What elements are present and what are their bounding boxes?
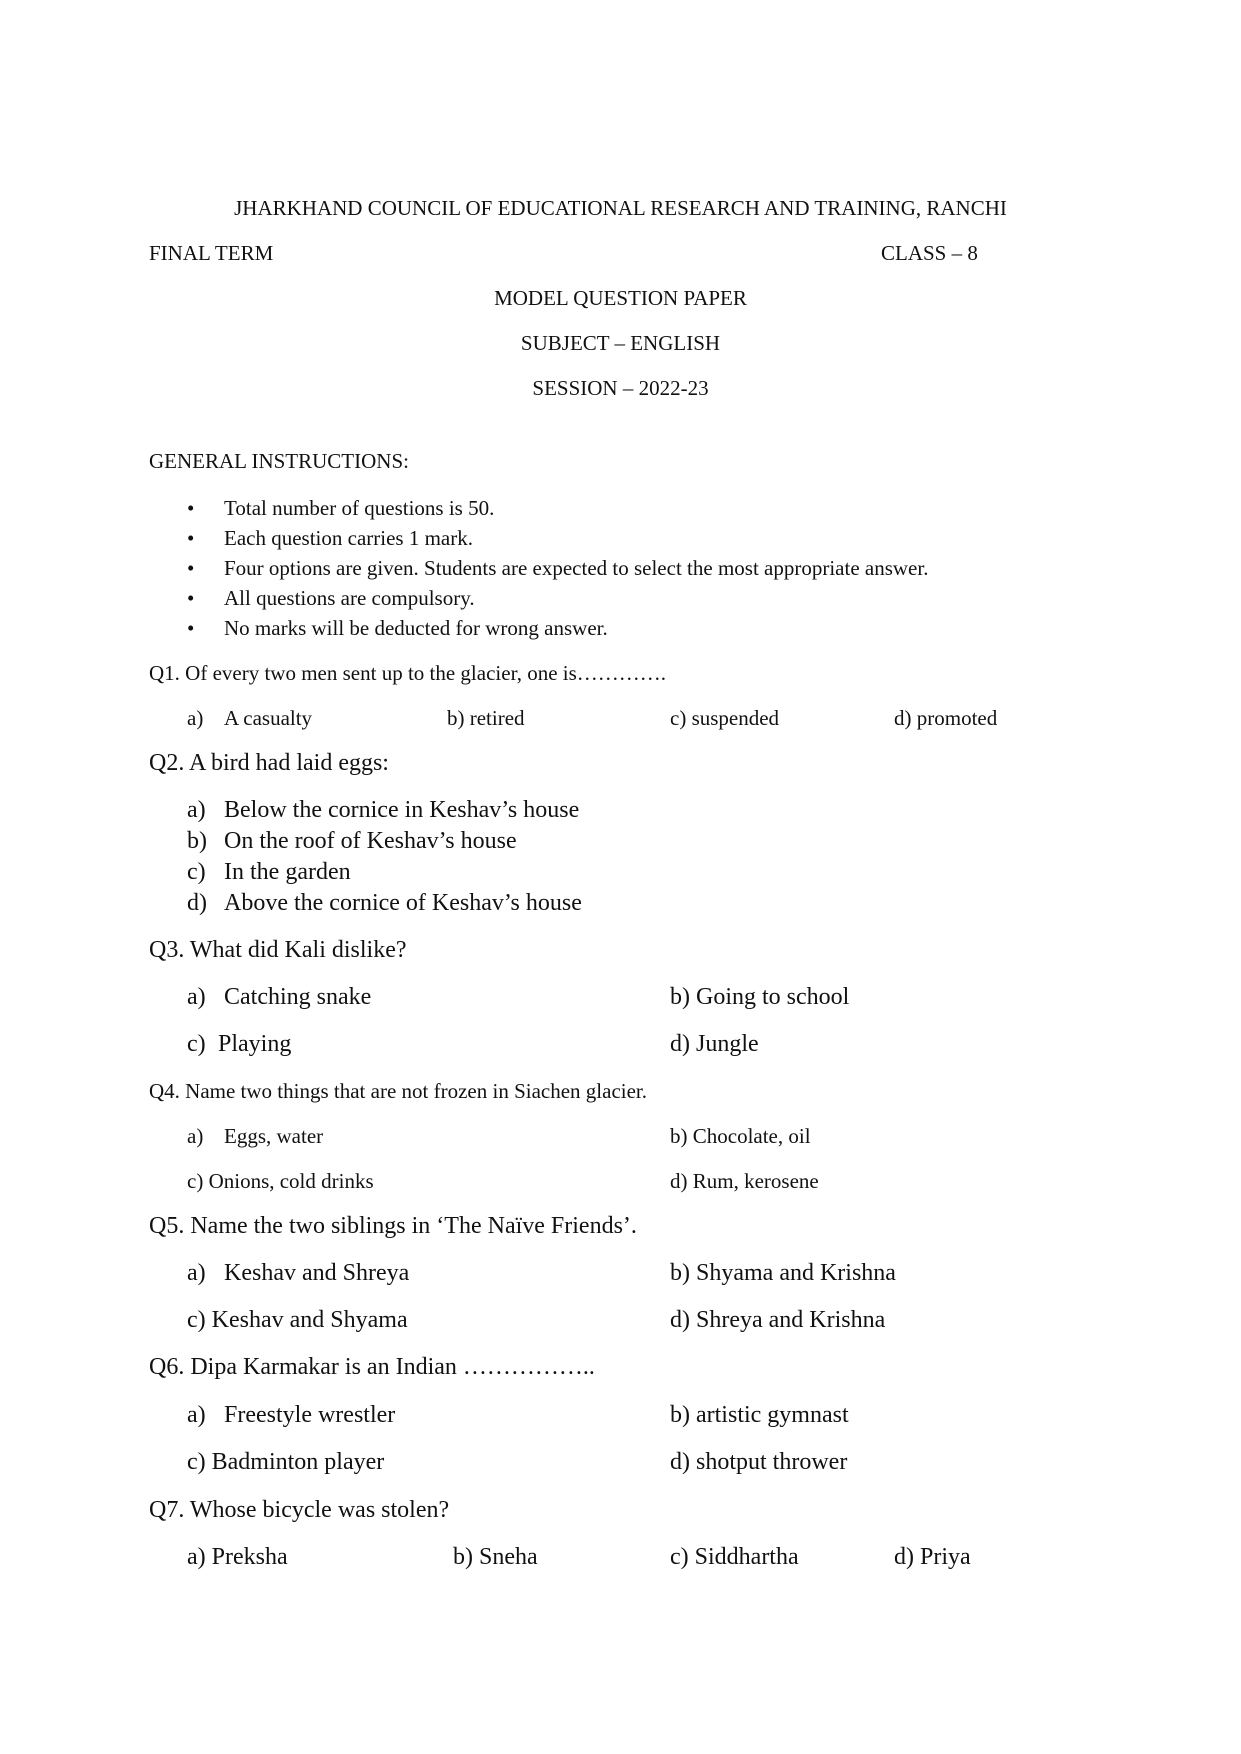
option-text: Above the cornice of Keshav’s house — [224, 890, 582, 916]
question-text: Q4. Name two things that are not frozen in Siachen glacier. — [149, 1079, 648, 1103]
option-text: Freestyle wrestler — [224, 1402, 396, 1428]
option-text: b) Sneha — [453, 1544, 538, 1570]
option-text: d) promoted — [894, 706, 998, 730]
option-text: b) Chocolate, oil — [670, 1124, 811, 1148]
option-text: b) Going to school — [670, 984, 850, 1010]
option-text: c) Siddhartha — [670, 1544, 799, 1570]
question-text: Q3. What did Kali dislike? — [149, 937, 407, 963]
option-text: Keshav and Shreya — [224, 1260, 410, 1286]
option-letter: a) — [187, 1402, 206, 1428]
paper-title: MODEL QUESTION PAPER — [494, 286, 747, 310]
option-text: c) Keshav and Shyama — [187, 1307, 408, 1333]
option-text: Below the cornice in Keshav’s house — [224, 797, 580, 823]
option-text: Eggs, water — [224, 1124, 324, 1148]
option-letter: d) — [187, 890, 207, 916]
option-letter: a) — [187, 1124, 204, 1148]
option-text: Catching snake — [224, 984, 372, 1010]
option-letter: c) — [187, 1031, 206, 1057]
option-letter: a) — [187, 797, 206, 823]
class-label: CLASS – 8 — [881, 241, 978, 265]
option-text: b) Shyama and Krishna — [670, 1260, 896, 1286]
option-text: c) suspended — [670, 706, 780, 730]
question-text: Q7. Whose bicycle was stolen? — [149, 1497, 450, 1523]
option-text: d) shotput thrower — [670, 1449, 848, 1475]
option-letter: a) — [187, 706, 204, 730]
instruction-item: • No marks will be deducted for wrong answer. — [224, 616, 608, 641]
subject-title: SUBJECT – ENGLISH — [520, 331, 721, 355]
option-text: On the roof of Keshav’s house — [224, 828, 517, 854]
question-text: Q6. Dipa Karmakar is an Indian …………….. — [149, 1354, 595, 1380]
option-text: In the garden — [224, 859, 351, 885]
option-text: b) artistic gymnast — [670, 1402, 849, 1428]
option-text: d) Shreya and Krishna — [670, 1307, 886, 1333]
option-text: d) Rum, kerosene — [670, 1169, 819, 1193]
instruction-item: • Each question carries 1 mark. — [224, 526, 473, 551]
council-title: JHARKHAND COUNCIL OF EDUCATIONAL RESEARCH AND TRAINING, RANCHI — [234, 196, 1007, 220]
instructions-title: GENERAL INSTRUCTIONS: — [149, 449, 409, 473]
session-title: SESSION – 2022-23 — [532, 376, 709, 400]
question-text: Q2. A bird had laid eggs: — [149, 750, 389, 776]
question-text: Q1. Of every two men sent up to the glacier, one is…………. — [149, 661, 667, 685]
option-text: c) Badminton player — [187, 1449, 385, 1475]
option-text: d) Jungle — [670, 1031, 759, 1057]
option-letter: a) — [187, 1260, 206, 1286]
instruction-item: • Four options are given. Students are expected to select the most appropriate answer. — [224, 556, 928, 581]
option-letter: b) — [187, 828, 207, 854]
option-text: d) Priya — [894, 1544, 971, 1570]
option-letter: c) — [187, 859, 206, 885]
option-text: b) retired — [447, 706, 525, 730]
option-text: A casualty — [224, 706, 313, 730]
question-text: Q5. Name the two siblings in ‘The Naïve Friends’. — [149, 1213, 637, 1239]
term-label: FINAL TERM — [149, 241, 274, 265]
option-text: Playing — [218, 1031, 292, 1057]
instruction-item: • Total number of questions is 50. — [224, 496, 494, 521]
option-text: c) Onions, cold drinks — [187, 1169, 374, 1193]
option-text: a) Preksha — [187, 1544, 288, 1570]
instruction-item: • All questions are compulsory. — [224, 586, 475, 611]
option-letter: a) — [187, 984, 206, 1010]
